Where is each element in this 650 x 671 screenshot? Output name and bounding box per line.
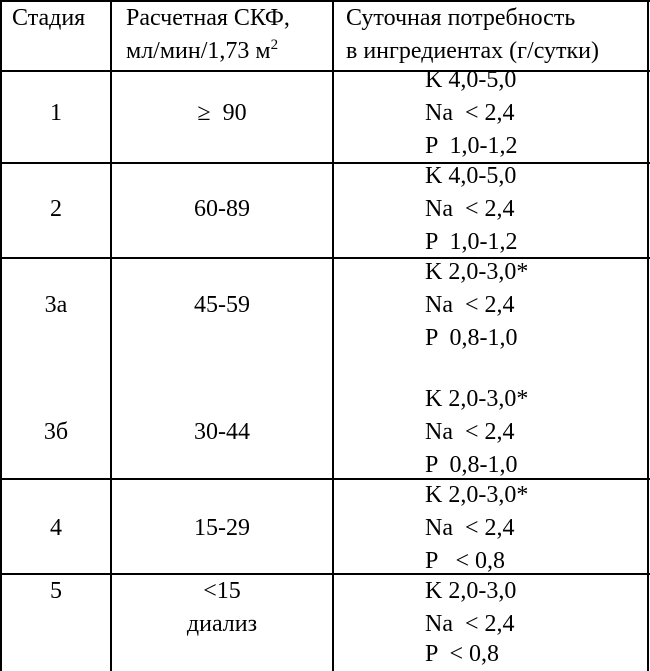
phosphorus-cell: P < 0,8 [425, 641, 499, 667]
sodium-cell: Na < 2,4 [425, 100, 515, 126]
sodium-cell: Na < 2,4 [425, 292, 515, 318]
potassium-cell: K 2,0-3,0* [425, 259, 529, 285]
stage-cell: 5 [50, 578, 62, 604]
table-border-right [647, 0, 649, 671]
sodium-cell: Na < 2,4 [425, 196, 515, 222]
phosphorus-cell: P < 0,8 [425, 548, 505, 574]
potassium-cell: K 2,0-3,0* [425, 482, 529, 508]
sodium-cell: Na < 2,4 [425, 515, 515, 541]
row-divider [0, 257, 650, 259]
potassium-cell: K 4,0-5,0 [425, 163, 517, 189]
row-divider [0, 478, 650, 480]
stage-cell: 3б [43, 419, 69, 445]
gfr-cell: 15-29 [194, 515, 250, 541]
potassium-cell: K 2,0-3,0 [425, 578, 517, 604]
gfr-cell: 45-59 [194, 292, 250, 318]
potassium-cell: K 2,0-3,0* [425, 386, 529, 412]
column-divider [332, 0, 334, 671]
header-gfr-line1: Расчетная СКФ, [126, 5, 290, 31]
gfr-cell: <15 [203, 578, 241, 604]
potassium-cell: K 4,0-5,0 [425, 67, 517, 93]
header-stage: Стадия [12, 5, 86, 31]
phosphorus-cell: P 1,0-1,2 [425, 133, 518, 159]
row-divider [0, 162, 650, 164]
header-divider [0, 70, 650, 72]
header-need-line2: в ингредиентах (г/сутки) [346, 38, 600, 64]
phosphorus-cell: P 0,8-1,0 [425, 452, 518, 478]
gfr-cell: 60-89 [194, 196, 250, 222]
phosphorus-cell: P 1,0-1,2 [425, 229, 518, 255]
header-gfr-superscript: 2 [270, 37, 279, 53]
stage-cell: 3а [44, 292, 68, 318]
gfr-cell: ≥ 90 [197, 100, 247, 126]
sodium-cell: Na < 2,4 [425, 611, 515, 637]
stage-cell: 2 [50, 196, 62, 222]
header-need-line1: Суточная потребность [346, 5, 576, 31]
gfr-cell: 30-44 [194, 419, 250, 445]
gfr-dialysis-cell: диализ [186, 611, 258, 637]
phosphorus-cell: P 0,8-1,0 [425, 325, 518, 351]
stage-cell: 4 [50, 515, 62, 541]
sodium-cell: Na < 2,4 [425, 419, 515, 445]
header-gfr-line2: мл/мин/1,73 $м^2$ [126, 37, 279, 64]
stage-cell: 1 [50, 100, 62, 126]
